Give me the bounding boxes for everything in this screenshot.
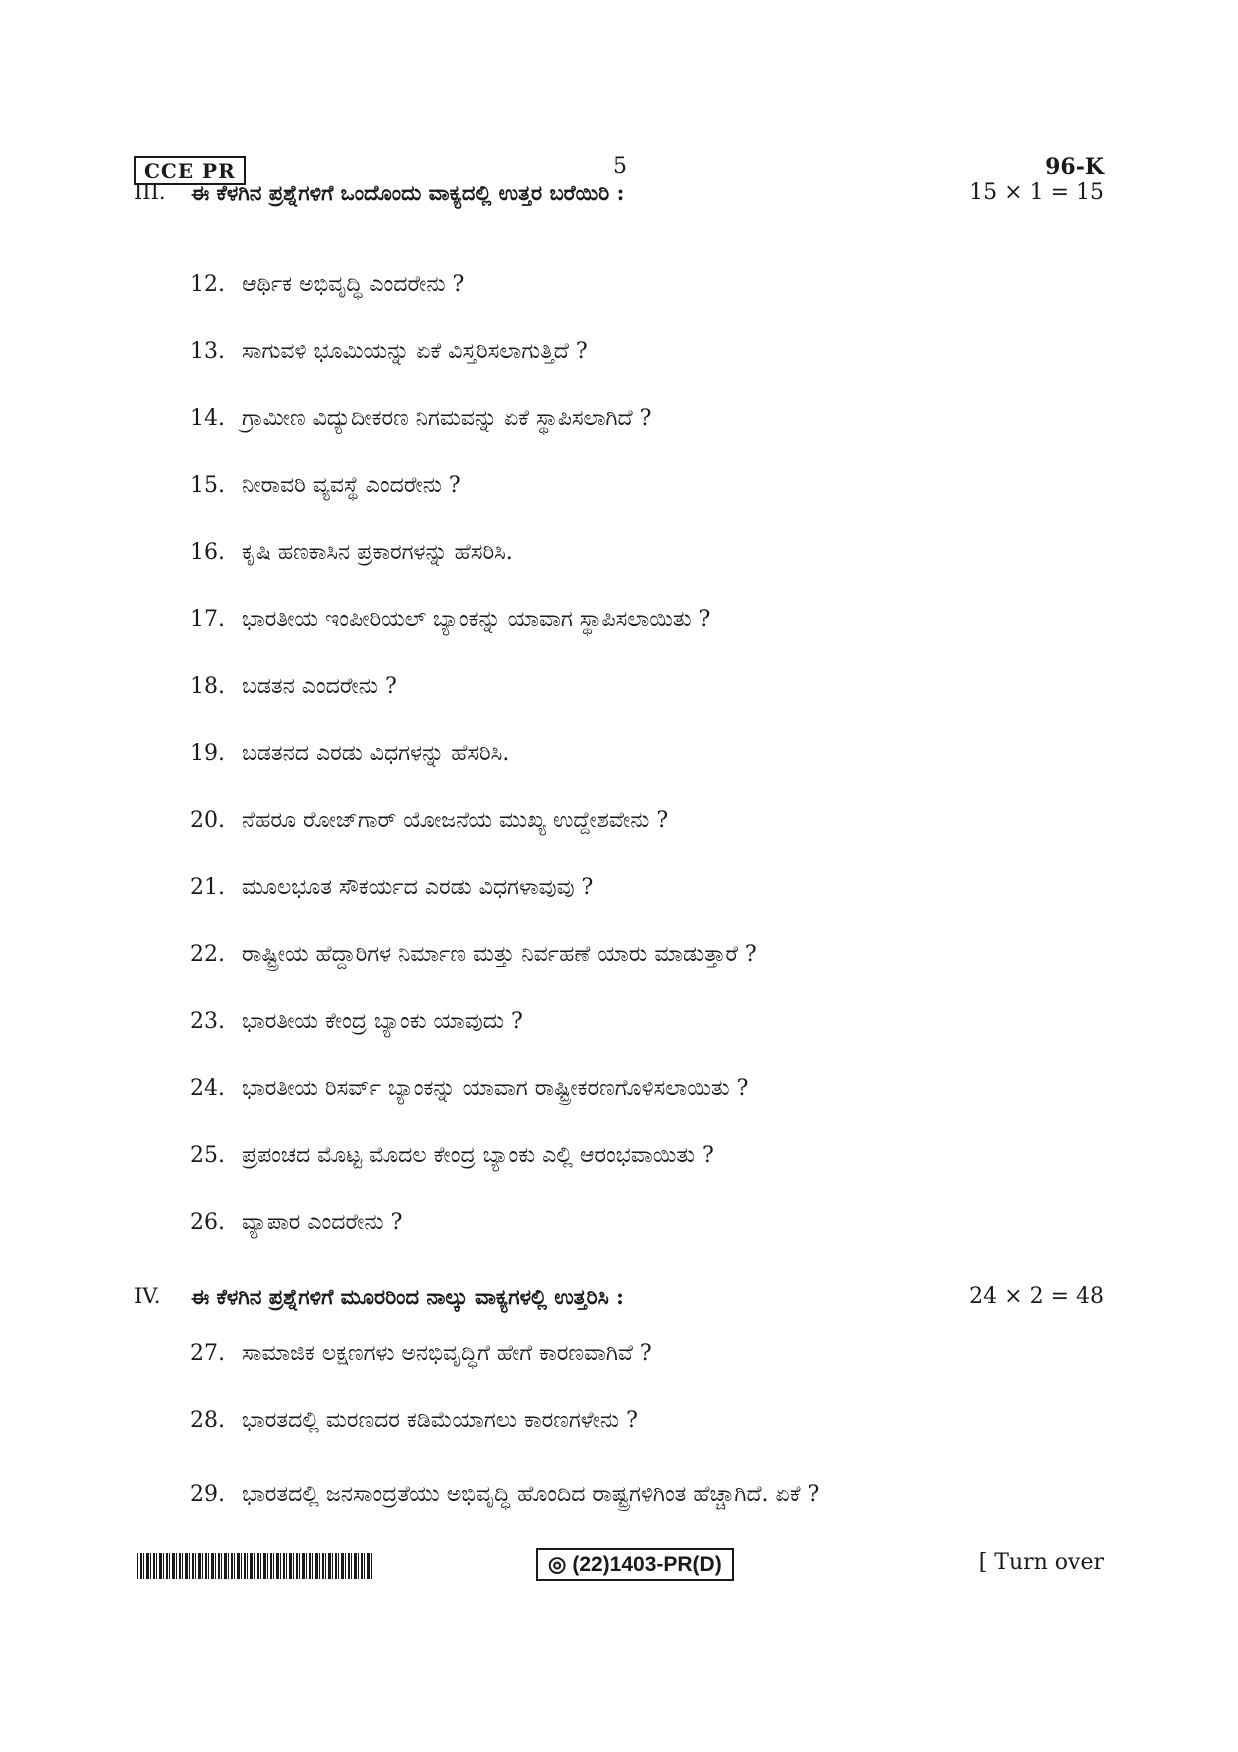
- question-number: 17.: [190, 607, 225, 632]
- question-text: ಸಾಮಾಜಿಕ ಲಕ್ಷಣಗಳು ಅನಭಿವೃದ್ಧಿಗೆ ಹೇಗೆ ಕಾರಣವಾಗಿವೆ ?: [242, 1341, 652, 1366]
- footer-code-box: [536, 1548, 734, 1581]
- section-iv-heading: [134, 1284, 1104, 1318]
- question-text: ಭಾರತದಲ್ಲಿ ಜನಸಾಂದ್ರತೆಯು ಅಭಿವೃದ್ಧಿ ಹೊಂದಿದ ರಾಷ್ಟ್ರಗಳಿಗಿಂತ ಹೆಚ್ಚಾಗಿದೆ. ಏಕೆ ?: [242, 1482, 820, 1507]
- question-item: [190, 1339, 1090, 1369]
- question-item: [190, 1480, 1090, 1510]
- paper-code: 96-K: [1045, 154, 1104, 180]
- question-number: 22.: [190, 942, 225, 967]
- question-text: ಸಾಗುವಳಿ ಭೂಮಿಯನ್ನು ಏಕೆ ವಿಸ್ತರಿಸಲಾಗುತ್ತಿದೆ ?: [242, 339, 588, 364]
- question-item: [190, 1208, 1090, 1238]
- question-item: [190, 1007, 1090, 1037]
- question-text: ಬಡತನ ಎಂದರೇನು ?: [242, 674, 397, 699]
- question-number: 21.: [190, 875, 225, 900]
- section-marks: 15 × 1 = 15: [969, 180, 1104, 205]
- question-text: ಭಾರತೀಯ ಇಂಪೀರಿಯಲ್ ಬ್ಯಾಂಕನ್ನು ಯಾವಾಗ ಸ್ಥಾಪಿಸಲಾಯಿತು ?: [242, 607, 711, 632]
- section-instruction: ಈ ಕೆಳಗಿನ ಪ್ರಶ್ನೆಗಳಿಗೆ ಒಂದೊಂದು ವಾಕ್ಯದಲ್ಲಿ ಉತ್ತರ ಬರೆಯಿರಿ :: [191, 180, 625, 205]
- question-number: 13.: [190, 339, 225, 364]
- question-item: [190, 1406, 1090, 1436]
- question-number: 25.: [190, 1143, 225, 1168]
- question-text: ಮೂಲಭೂತ ಸೌಕರ್ಯದ ಎರಡು ವಿಧಗಳಾವುವು ?: [242, 875, 594, 900]
- section-marks: 24 × 2 = 48: [969, 1284, 1104, 1309]
- question-number: 12.: [190, 272, 225, 297]
- question-text: ಭಾರತೀಯ ರಿಸರ್ವ್ ಬ್ಯಾಂಕನ್ನು ಯಾವಾಗ ರಾಷ್ಟ್ರೀಕರಣಗೊಳಿಸಲಾಯಿತು ?: [242, 1076, 749, 1101]
- question-text: ಬಡತನದ ಎರಡು ವಿಧಗಳನ್ನು ಹೆಸರಿಸಿ.: [242, 741, 510, 766]
- question-text: ಭಾರತೀಯ ಕೇಂದ್ರ ಬ್ಯಾಂಕು ಯಾವುದು ?: [242, 1009, 523, 1034]
- question-text: ಗ್ರಾಮೀಣ ವಿದ್ಯುದೀಕರಣ ನಿಗಮವನ್ನು ಏಕೆ ಸ್ಥಾಪಿಸಲಾಗಿದೆ ?: [242, 406, 652, 431]
- question-text: ಆರ್ಥಿಕ ಅಭಿವೃದ್ಧಿ ಎಂದರೇನು ?: [242, 272, 465, 297]
- question-item: [190, 806, 1090, 836]
- question-number: 29.: [190, 1482, 225, 1507]
- turn-over-label: [ Turn over: [978, 1550, 1104, 1575]
- question-text: ಭಾರತದಲ್ಲಿ ಮರಣದರ ಕಡಿಮೆಯಾಗಲು ಕಾರಣಗಳೇನು ?: [242, 1408, 638, 1433]
- question-number: 19.: [190, 741, 225, 766]
- question-text: ಕೃಷಿ ಹಣಕಾಸಿನ ಪ್ರಕಾರಗಳನ್ನು ಹೆಸರಿಸಿ.: [242, 540, 513, 565]
- question-number: 15.: [190, 473, 225, 498]
- question-item: [190, 940, 1090, 970]
- question-item: [190, 672, 1090, 702]
- section-iii-heading: [134, 180, 1104, 214]
- question-number: 20.: [190, 808, 225, 833]
- barcode-icon: [137, 1553, 373, 1579]
- question-item: [190, 873, 1090, 903]
- page-number: 5: [613, 154, 627, 179]
- question-number: 26.: [190, 1210, 225, 1235]
- registered-circle-icon: ◎: [548, 1553, 567, 1576]
- question-item: [190, 471, 1090, 501]
- question-number: 18.: [190, 674, 225, 699]
- question-number: 24.: [190, 1076, 225, 1101]
- question-item: [190, 739, 1090, 769]
- footer-code: (22)1403-PR(D): [572, 1553, 722, 1576]
- question-text: ನೆಹರೂ ರೋಜ್‌ಗಾರ್ ಯೋಜನೆಯ ಮುಖ್ಯ ಉದ್ದೇಶವೇನು ?: [242, 808, 669, 833]
- question-text: ನೀರಾವರಿ ವ್ಯವಸ್ಥೆ ಎಂದರೇನು ?: [242, 473, 461, 498]
- section-roman: III.: [134, 180, 166, 204]
- question-number: 16.: [190, 540, 225, 565]
- question-number: 14.: [190, 406, 225, 431]
- section-roman: IV.: [134, 1284, 161, 1308]
- question-item: [190, 538, 1090, 568]
- question-item: [190, 404, 1090, 434]
- section-instruction: ಈ ಕೆಳಗಿನ ಪ್ರಶ್ನೆಗಳಿಗೆ ಮೂರರಿಂದ ನಾಲ್ಕು ವಾಕ್ಯಗಳಲ್ಲಿ ಉತ್ತರಿಸಿ :: [191, 1284, 624, 1309]
- question-item: [190, 605, 1090, 635]
- question-number: 23.: [190, 1009, 225, 1034]
- question-number: 27.: [190, 1341, 225, 1366]
- question-item: [190, 1141, 1090, 1171]
- question-number: 28.: [190, 1408, 225, 1433]
- question-text: ಪ್ರಪಂಚದ ಮೊಟ್ಟ ಮೊದಲ ಕೇಂದ್ರ ಬ್ಯಾಂಕು ಎಲ್ಲಿ ಆರಂಭವಾಯಿತು ?: [242, 1143, 714, 1168]
- header-code-box: CCE PR: [134, 156, 246, 185]
- question-text: ರಾಷ್ಟ್ರೀಯ ಹೆದ್ದಾರಿಗಳ ನಿರ್ಮಾಣ ಮತ್ತು ನಿರ್ವಹಣೆ ಯಾರು ಮಾಡುತ್ತಾರೆ ?: [242, 942, 757, 967]
- question-item: [190, 270, 1090, 300]
- question-item: [190, 337, 1090, 367]
- question-text: ವ್ಯಾಪಾರ ಎಂದರೇನು ?: [242, 1210, 403, 1235]
- question-item: [190, 1074, 1090, 1104]
